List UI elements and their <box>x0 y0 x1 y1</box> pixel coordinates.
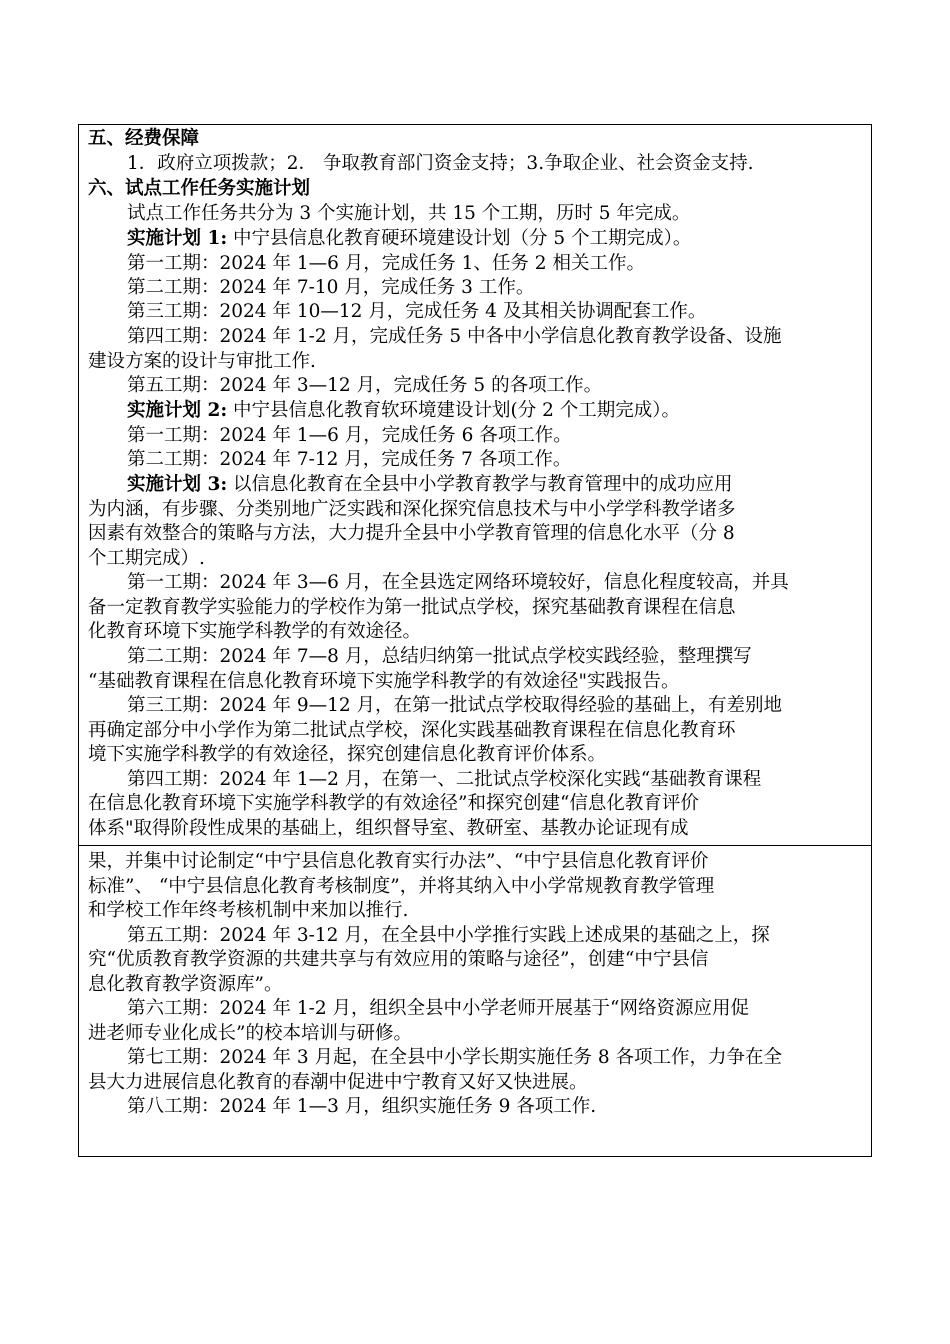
plan3-phase1-line2: 备一定教育教学实验能力的学校作为第一批试点学校，探究基础教育课程在信息 <box>88 597 736 618</box>
plan3-phase5-line3: 息化教育教学资源库”。 <box>88 974 283 995</box>
plan1-phase5: 第五工期：2024 年 3—12 月，完成任务 5 的各项工作。 <box>127 375 603 396</box>
plan3-phase8: 第八工期：2024 年 1—3 月，组织实施任务 9 各项工作. <box>127 1096 597 1117</box>
plan3-phase7-line2: 县大力进展信息化教育的春潮中促进中宁教育又好又快进展。 <box>88 1072 588 1093</box>
plan2-phase1: 第一工期：2024 年 1—6 月，完成任务 6 各项工作。 <box>127 425 572 446</box>
plan2-phase2: 第二工期：2024 年 7-12 月，完成任务 7 各项工作。 <box>127 449 572 470</box>
plan3-phase5-line1: 第五工期：2024 年 3-12 月，在全县中小学推行实践上述成果的基础之上，探 <box>127 925 770 946</box>
plan1-label: 实施计划 1: <box>127 228 228 249</box>
plan2-title-line <box>127 399 863 423</box>
plan3-phase6-line2: 进老师专业化成长”的校本培训与研修。 <box>88 1023 412 1044</box>
plan3-phase1-line3: 化教育环境下实施学科教学的有效途径。 <box>88 621 422 642</box>
plan3-phase7-line1: 第七工期：2024 年 3 月起，在全县中小学长期实施任务 8 各项工作，力争在全 <box>127 1047 783 1068</box>
plan3-phase6-line1: 第六工期：2024 年 1-2 月，组织全县中小学老师开展基于“网络资源应用促 <box>127 998 749 1019</box>
plan3-phase4-line4: 果，并集中讨论制定“中宁县信息化教育实行办法”、“中宁县信息化教育评价 <box>88 851 709 872</box>
plan1-phase1: 第一工期：2024 年 1—6 月，完成任务 1、任务 2 相关工作。 <box>127 253 645 274</box>
plan1-phase3: 第三工期：2024 年 10—12 月，完成任务 4 及其相关协调配套工作。 <box>127 301 707 322</box>
section5-heading: 五、经费保障 <box>88 128 200 149</box>
plan3-phase4-line6: 和学校工作年终考核机制中来加以推行. <box>88 900 409 921</box>
plan3-text-line4: 个工期完成）. <box>88 548 205 569</box>
plan3-phase2-line1: 第二工期：2024 年 7—8 月，总结归纳第一批试点学校实践经验，整理撰写 <box>127 646 752 667</box>
plan1-title-line <box>127 227 863 251</box>
section5-text: 1．政府立项拨款；2． 争取教育部门资金支持；3.争取企业、社会资金支持. <box>127 153 754 174</box>
plan3-phase1-line1: 第一工期：2024 年 3—6 月，在全县选定网络环境较好，信息化程度较高，并具 <box>127 572 789 593</box>
section6-heading: 六、试点工作任务实施计划 <box>88 178 311 199</box>
plan3-phase3-line1: 第三工期：2024 年 9—12 月，在第一批试点学校取得经验的基础上，有差别地 <box>127 695 783 716</box>
plan3-text-line1: 以信息化教育在全县中小学教育教学与教育管理中的成功应用 <box>227 474 733 495</box>
plan3-phase5-line2: 究“优质教育教学资源的共建共享与有效应用的策略与途径”，创建“中宁县信 <box>88 949 709 970</box>
plan1-title: 中宁县信息化教育硬环境建设计划（分 5 个工期完成）。 <box>227 228 692 249</box>
plan3-label: 实施计划 3: <box>127 474 228 495</box>
plan3-phase3-line3: 境下实施学科教学的有效途径，探究创建信息化教育评价体系。 <box>88 744 607 765</box>
plan3-phase4-line5: 标准”、 “中宁县信息化教育考核制度”，并将其纳入中小学常规教育教学管理 <box>88 876 715 897</box>
plan3-text-line2: 为内涵，有步骤、分类别地广泛实践和深化探究信息技术与中小学学科教学诸多 <box>88 499 736 520</box>
plan3-phase4-line2: 在信息化教育环境下实施学科教学的有效途径”和探究创建“信息化教育评价 <box>88 793 699 814</box>
plan3-phase3-line2: 再确定部分中小学作为第二批试点学校，深化实践基础教育课程在信息化教育环 <box>88 720 736 741</box>
plan1-phase2: 第二工期：2024 年 7-10 月，完成任务 3 工作。 <box>127 277 535 298</box>
plan2-label: 实施计划 2: <box>127 400 228 421</box>
plan3-text-line3: 因素有效整合的策略与方法，大力提升全县中小学教育管理的信息化水平（分 8 <box>88 523 735 544</box>
section6-intro: 试点工作任务共分为 3 个实施计划，共 15 个工期，历时 5 年完成。 <box>127 203 691 224</box>
plan3-title-line <box>127 473 863 497</box>
plan3-phase4-line3: 体系"取得阶段性成果的基础上，组织督导室、教研室、基教办论证现有成 <box>88 818 689 839</box>
plan3-phase2-line2: “基础教育课程在信息化教育环境下实施学科教学的有效途径"实践报告。 <box>88 671 680 692</box>
plan1-phase4-line1: 第四工期：2024 年 1-2 月，完成任务 5 中各中小学信息化教育教学设备、设施 <box>127 326 782 347</box>
plan1-phase4-line2: 建设方案的设计与审批工作. <box>88 351 316 372</box>
plan2-title: 中宁县信息化教育软环境建设计划(分 2 个工期完成）。 <box>227 400 681 421</box>
plan3-phase4-line1: 第四工期：2024 年 1—2 月，在第一、二批试点学校深化实践“基础教育课程 <box>127 769 762 790</box>
